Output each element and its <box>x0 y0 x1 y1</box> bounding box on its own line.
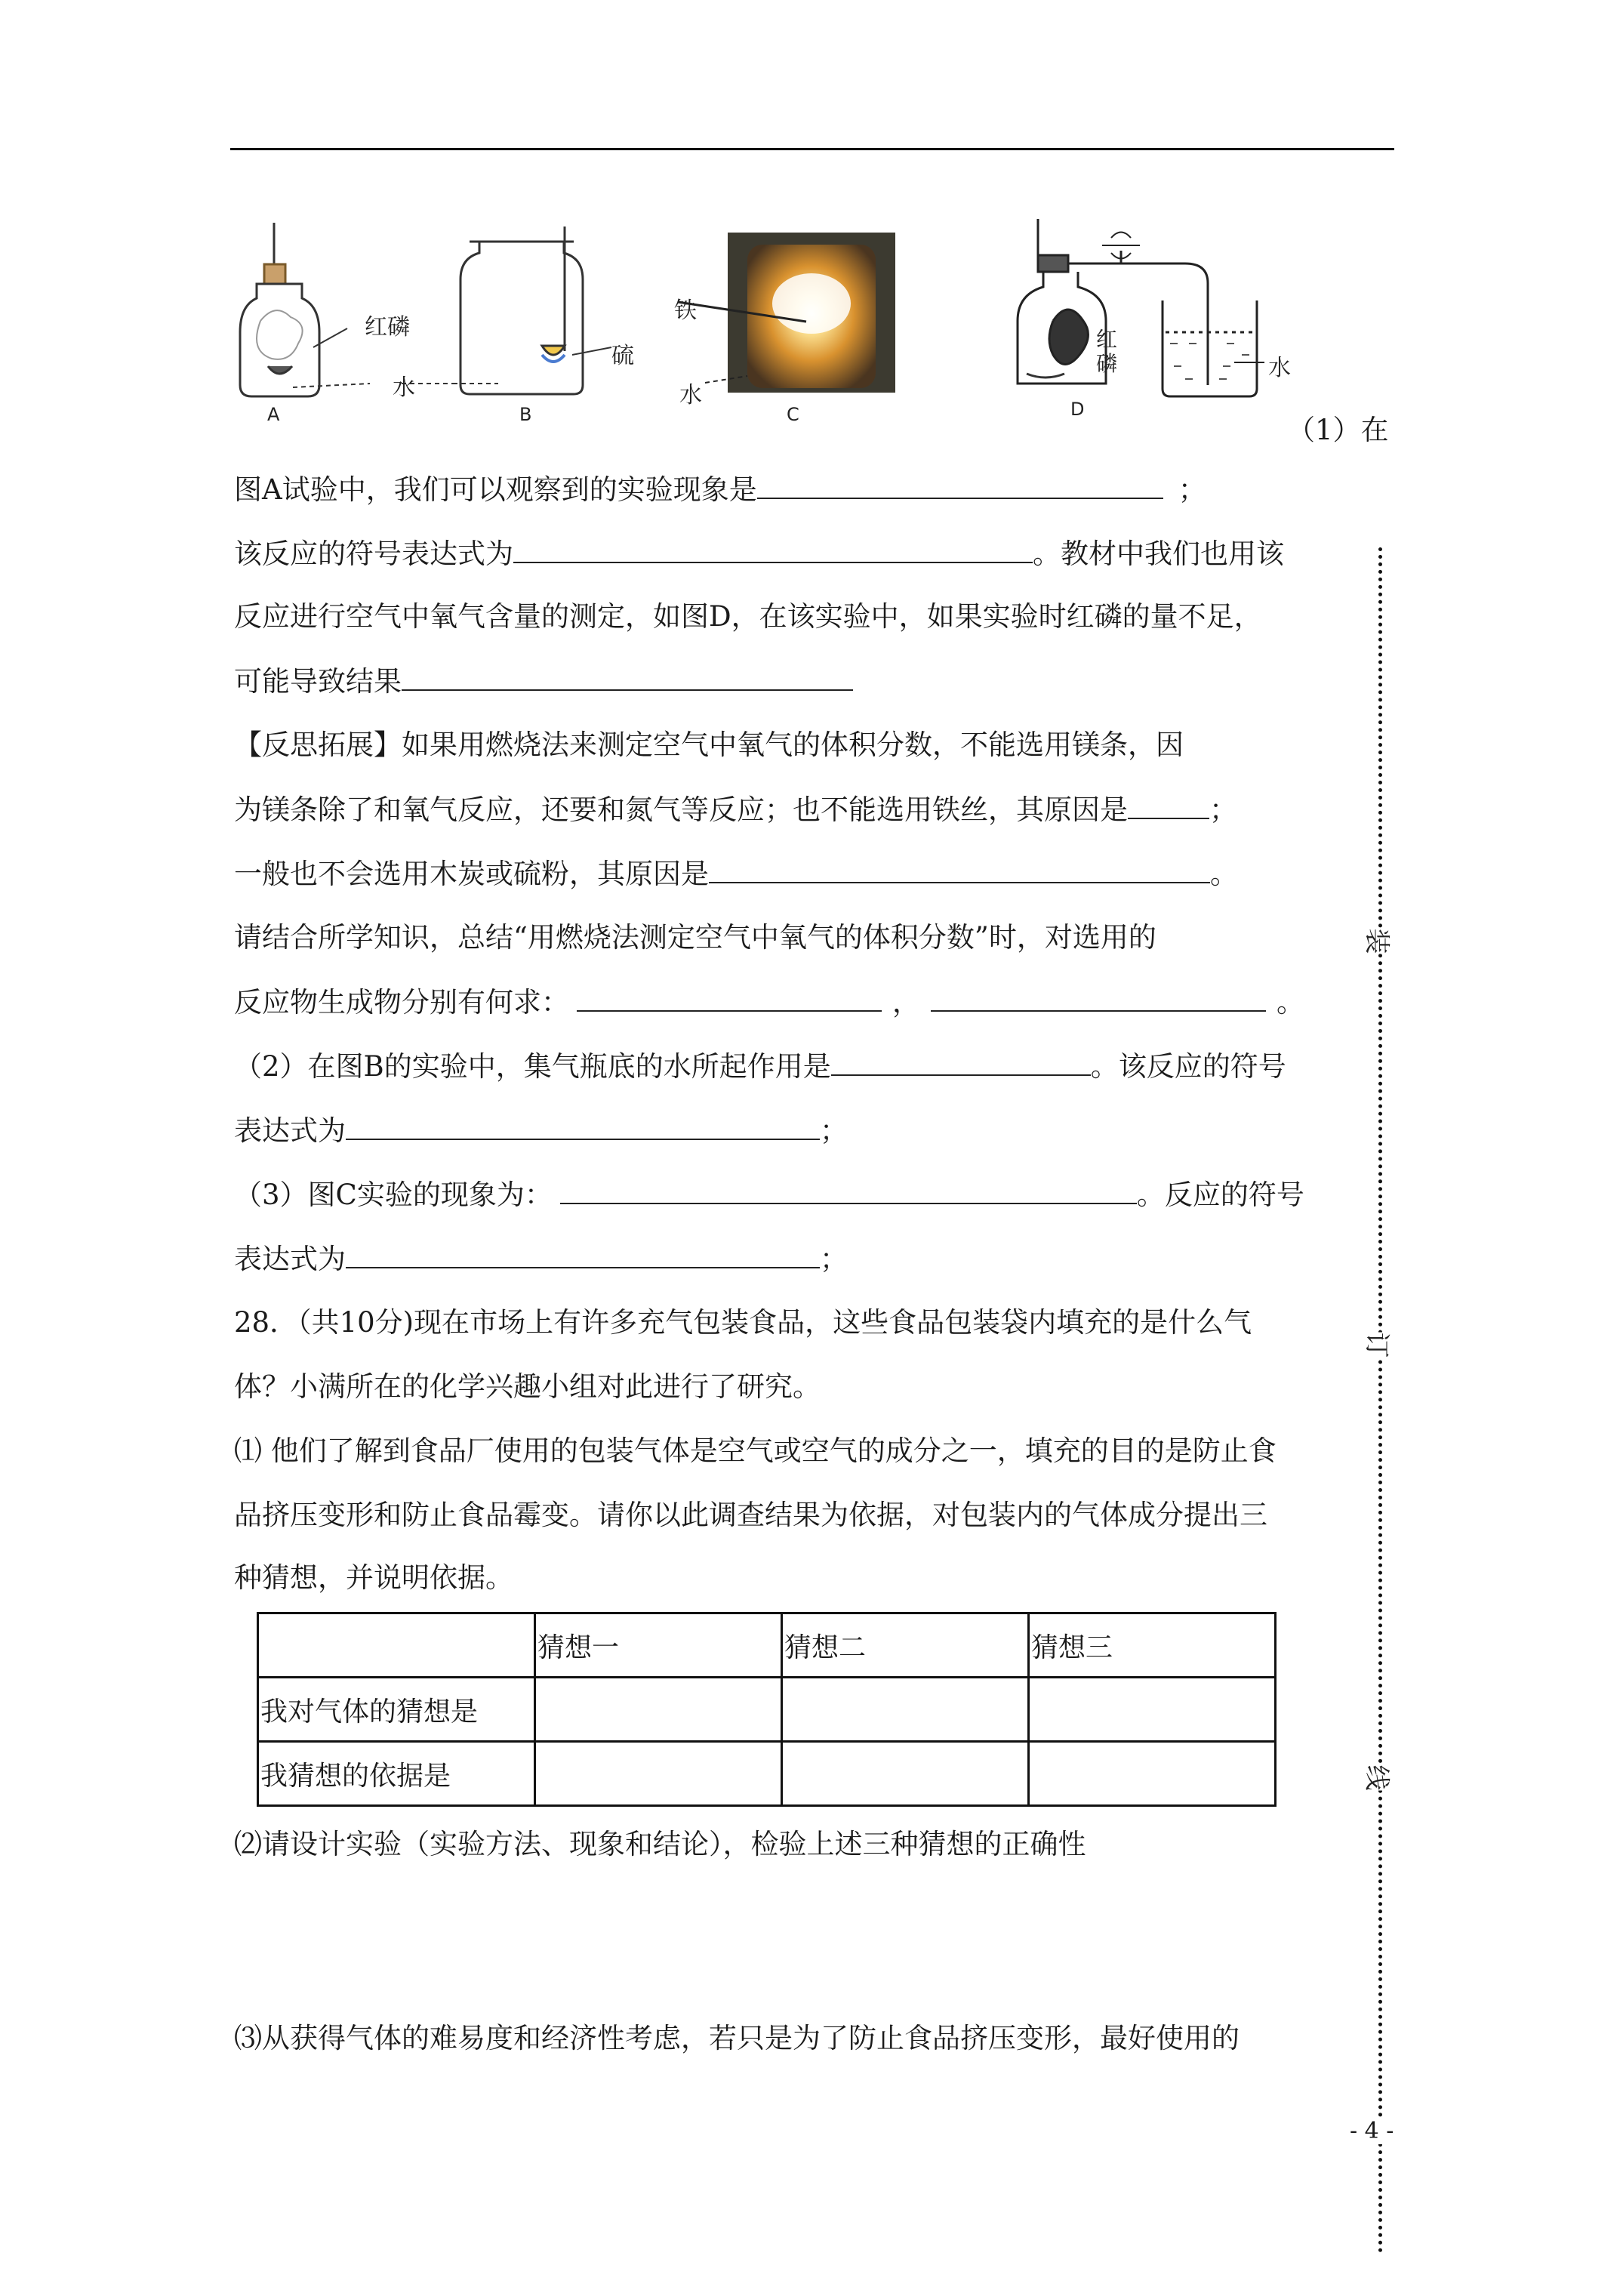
q28-p1-line3: 种猜想，并说明依据。 <box>234 1561 513 1594</box>
label-water-d: 水 <box>1268 355 1291 381</box>
table-answer-cell[interactable] <box>1029 1742 1276 1806</box>
table-answer-cell[interactable] <box>1029 1678 1276 1742</box>
q28-p1-line1: ⑴ 他们了解到食品厂使用的包装气体是空气或空气的成分之一，填充的目的是防止食 <box>234 1435 1277 1467</box>
q2-line2-text: 表达式为 <box>234 1114 346 1147</box>
answer-blank-equation-b[interactable] <box>346 1111 820 1140</box>
q2-line2 <box>234 1111 848 1150</box>
page-number: - 4 - <box>1350 2118 1394 2144</box>
reflect-line5-end: 。 <box>1277 986 1304 1019</box>
answer-blank-reactant-requirement[interactable] <box>577 983 882 1012</box>
table-row-label: 我对气体的猜想是 <box>258 1678 535 1742</box>
binding-mark-zhuang: 装 <box>1361 929 1398 954</box>
q1-line2-end: 。教材中我们也用该 <box>1033 538 1284 570</box>
table-header-cell: 猜想二 <box>782 1613 1029 1678</box>
q28-p3: ⑶从获得气体的难易度和经济性考虑，若只是为了防止食品挤压变形，最好使用的 <box>234 2022 1240 2054</box>
answer-blank-water-function[interactable] <box>831 1047 1091 1076</box>
label-water-a: 水 <box>393 374 415 401</box>
table-answer-cell[interactable] <box>535 1742 782 1806</box>
table-row-label: 我猜想的依据是 <box>258 1742 535 1806</box>
q3-line1-text: （3）图C实验的现象为： <box>234 1179 553 1211</box>
table-row <box>258 1678 1276 1742</box>
answer-blank-charcoal-reason[interactable] <box>709 855 1210 883</box>
reflect-line2-end: ； <box>1209 794 1237 826</box>
reflect-line2-text: 为镁条除了和氧气反应，还要和氮气等反应；也不能选用铁丝，其原因是 <box>234 794 1128 826</box>
reflect-line3-end: 。 <box>1210 858 1238 890</box>
reflect-line5-comma: ， <box>892 986 920 1019</box>
label-red-phosphorus-a: 红磷 <box>365 314 410 341</box>
table-answer-cell[interactable] <box>782 1742 1029 1806</box>
answer-blank-phenomenon[interactable] <box>757 470 1163 499</box>
q1-line4-text: 可能导致结果 <box>234 665 402 698</box>
figure-d-label: D <box>1070 399 1085 420</box>
reflect-line3 <box>234 855 1238 893</box>
q1-line1-text: 图A试验中，我们可以观察到的实验现象是 <box>234 473 757 506</box>
table-answer-cell[interactable] <box>535 1678 782 1742</box>
q28-line2: 体？小满所在的化学兴趣小组对此进行了研究。 <box>234 1370 821 1403</box>
binding-mark-xian: 线 <box>1361 1765 1398 1791</box>
figure-a-label: A <box>267 404 280 425</box>
answer-blank-product-requirement[interactable] <box>931 983 1266 1012</box>
label-iron: 铁 <box>674 297 697 324</box>
guess-table <box>257 1612 1277 1807</box>
q28-line1: 28．（共10分)现在市场上有许多充气包装食品，这些食品包装袋内填充的是什么气 <box>234 1306 1252 1339</box>
figure-b-label: B <box>519 404 532 425</box>
q3-line1 <box>234 1176 1304 1214</box>
q2-line1 <box>234 1047 1286 1086</box>
reflect-line1: 【反思拓展】如果用燃烧法来测定空气中氧气的体积分数，不能选用镁条，因 <box>234 729 1184 761</box>
q2-line1-text: （2）在图B的实验中，集气瓶底的水所起作用是 <box>234 1050 831 1083</box>
q1-line1 <box>234 470 1206 509</box>
reflect-line3-text: 一般也不会选用木炭或硫粉，其原因是 <box>234 858 709 890</box>
q3-line2 <box>234 1240 848 1278</box>
label-water-c: 水 <box>679 382 702 408</box>
table-header-cell <box>258 1613 535 1678</box>
header-rule <box>230 148 1394 150</box>
reflect-line5 <box>234 983 1304 1022</box>
label-red-phosphorus-d-2: 磷 <box>1096 351 1118 376</box>
label-red-phosphorus-d-1: 红 <box>1096 327 1118 352</box>
figure-a-apparatus <box>240 223 319 396</box>
q1-line2-text: 该反应的符号表达式为 <box>234 538 513 570</box>
figure-d-apparatus <box>1018 219 1264 396</box>
reflect-line2 <box>234 791 1237 829</box>
q28-p2: ⑵请设计实验（实验方法、现象和结论），检验上述三种猜想的正确性 <box>234 1828 1086 1860</box>
answer-blank-c-phenomenon[interactable] <box>560 1176 1137 1204</box>
q3-line2-text: 表达式为 <box>234 1243 346 1275</box>
reflect-line5-text: 反应物生成物分别有何求： <box>234 986 569 1019</box>
table-header-row <box>258 1613 1276 1678</box>
answer-blank-result[interactable] <box>402 662 853 691</box>
table-header-cell: 猜想一 <box>535 1613 782 1678</box>
q1-line4 <box>234 662 853 701</box>
binding-mark-ding: 订 <box>1361 1333 1398 1358</box>
binding-dotted-line <box>1378 547 1382 2254</box>
q2-line2-end: ； <box>820 1114 848 1147</box>
table-header-cell: 猜想三 <box>1029 1613 1276 1678</box>
q28-p1-line2: 品挤压变形和防止食品霉变。请你以此调查结果为依据，对包装内的气体成分提出三 <box>234 1499 1267 1531</box>
q3-line2-end: ； <box>820 1243 848 1275</box>
q2-line1-end: 。该反应的符号 <box>1090 1050 1286 1083</box>
answer-blank-iron-reason[interactable] <box>1128 791 1209 819</box>
q1-line1-end: ； <box>1178 473 1206 506</box>
q1-line2 <box>234 535 1284 573</box>
answer-blank-equation-c[interactable] <box>346 1240 820 1268</box>
q3-line1-end: 。反应的符号 <box>1136 1179 1304 1211</box>
table-row <box>258 1742 1276 1806</box>
reflect-line4: 请结合所学知识，总结“用燃烧法测定空气中氧气的体积分数”时，对选用的 <box>234 921 1156 954</box>
table-answer-cell[interactable] <box>782 1678 1029 1742</box>
q1-line3: 反应进行空气中氧气含量的测定，如图D，在该实验中，如果实验时红磷的量不足， <box>234 600 1262 633</box>
answer-blank-equation-a[interactable] <box>513 535 1033 563</box>
figure-b-apparatus <box>460 227 583 394</box>
label-sulfur: 硫 <box>611 343 634 369</box>
q1-lead: （1）在 <box>1287 414 1389 446</box>
figure-c-label: C <box>787 404 799 425</box>
